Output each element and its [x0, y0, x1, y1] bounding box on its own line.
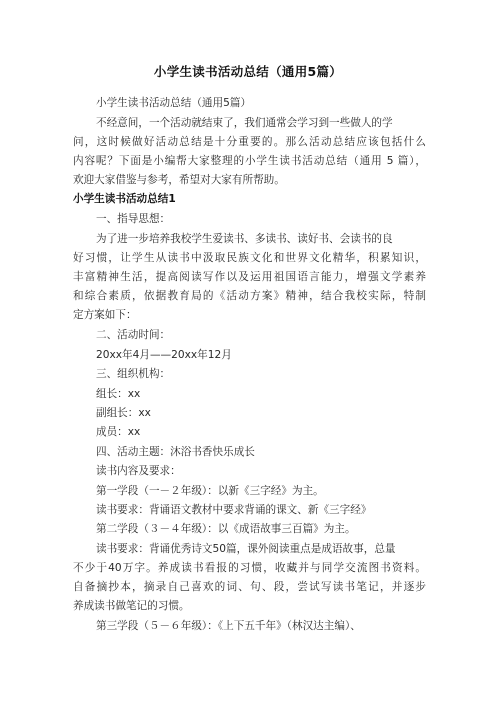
- paragraph-line: 读书内容及要求：: [96, 465, 181, 477]
- paragraph-line: 内容呢？下面是小编帮大家整理的小学生读书活动总结（通用 5 篇），: [73, 155, 426, 167]
- list-heading: 一、指导思想：: [96, 213, 171, 225]
- section-heading: 小学生读书活动总结1: [73, 193, 176, 205]
- paragraph-line: 自备摘抄本，摘录自己喜欢的词、句、段，尝试写读书笔记，并逐步: [73, 581, 426, 593]
- paragraph-line: 为了进一步培养我校学生爱读书、多读书、读好书、会读书的良: [96, 233, 393, 245]
- document-title: 小学生读书活动总结（通用5篇）: [153, 64, 343, 79]
- paragraph-line: 第二学段（３－４年级）：以《成语故事三百篇》为主。: [96, 523, 356, 535]
- list-heading: 四、活动主题：沐浴书香快乐成长: [96, 446, 255, 458]
- paragraph-line: 定方案如下：: [73, 309, 137, 321]
- paragraph-line: 第三学段（５－６年级）：《上下五千年》（林汉达主编）、: [96, 620, 361, 632]
- org-item: 组长：xx: [96, 388, 141, 400]
- paragraph-line: 丰富精神生活，提高阅读写作以及运用祖国语言能力，增强文学素养: [73, 271, 426, 283]
- paragraph-line: 问，这时候做好活动总结是十分重要的。那么活动总结应该包括什么: [73, 136, 426, 148]
- date-range: 20xx年4月——20xx年12月: [96, 349, 232, 361]
- org-item: 副组长：xx: [96, 407, 151, 419]
- paragraph-line: 好习惯，让学生从读书中汲取民族文化和世界文化精华，积累知识，: [73, 252, 426, 264]
- paragraph-line: 欢迎大家借鉴与参考，希望对大家有所帮助。: [73, 174, 285, 186]
- paragraph-line: 第一学段（一－２年级）：以新《三字经》为主。: [96, 485, 324, 497]
- paragraph-line: 养成读书做笔记的习惯。: [73, 600, 190, 612]
- paragraph-line: 不少于40万字。养成读书看报的习惯，收藏并与同学交流图书资料。: [73, 562, 426, 574]
- paragraph-line: 和综合素质，依据教育局的《活动方案》精神，结合我校实际，特制: [73, 290, 426, 302]
- org-item: 成员：xx: [96, 426, 141, 438]
- paragraph-line: 读书要求：背诵语文教材中要求背诵的课文、新《三字经》: [96, 504, 372, 516]
- paragraph-line: 读书要求：背诵优秀诗文50篇，课外阅读重点是成语故事，总量: [96, 543, 396, 555]
- list-heading: 三、组织机构：: [96, 368, 171, 380]
- paragraph-line: 不经意间，一个活动就结束了，我们通常会学习到一些做人的学: [96, 117, 393, 129]
- list-heading: 二、活动时间：: [96, 329, 171, 341]
- subtitle-line: 小学生读书活动总结（通用5篇）: [96, 97, 252, 109]
